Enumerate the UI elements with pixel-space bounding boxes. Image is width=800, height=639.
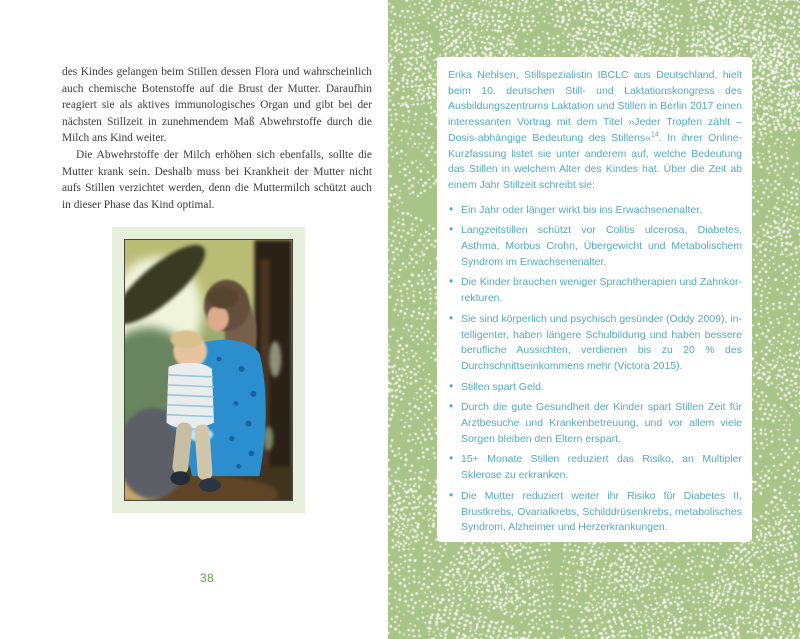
benefit-item: • Stillen spart Geld. (448, 380, 742, 396)
benefit-item: • Langzeitstillen schützt vor Colitis ulcerosa, Diabetes, Asthma, Morbus Crohn, Übergewicht und Metabolischem Syndrom im Erwachsenenalter. (448, 223, 742, 270)
photo-frame (112, 227, 305, 513)
benefit-item: • Die Kinder brauchen weniger Sprachtherapien und Zahnkorrekturen. (448, 275, 742, 306)
intro-text-start: Erika Nehlsen, Stillspezialistin IBCLC aus Deutschland, hielt beim 10. deutschen Still- und Laktationskongress des Ausbildungszentrums Laktation und Stillen in Berlin 2017 einen interessanten Vortrag mit dem Titel »Jeder Tropfen zählt – Dosis-abhängige Bedeutung des Stillens« (448, 69, 742, 144)
intro-text-end: . In ihrer Online-Kurzfassung listet sie unter anderem auf, welche Bedeutung das Stillen in welchem Alter des Kindes hat. Über die Zeit ab einem Jahr Stillzeit schreibt sie: (448, 131, 743, 191)
benefit-item: • Die Mutter reduziert weiter ihr Risiko für Diabetes II, Brustkrebs, Ovarialkrebs, Schilddrüsenkrebs, metabolisches Syndrom, Alzheimer und Herzerkrankungen. (448, 489, 742, 536)
paragraph-abwehrstoffe: Die Abwehrstoffe der Milch erhöhen sich ebenfalls, sollte die Mutter krank sein. Deshalb muss bei Krankheit der Mutter nicht aufs Stillen verzichtet werden, denn die Muttermilch schützt auch in dieser Phase das Kind optimal. (62, 148, 372, 211)
body-text (62, 64, 372, 213)
left-page (0, 0, 388, 639)
content-box (437, 57, 752, 542)
benefits-list (448, 203, 742, 536)
paragraph-flora: des Kindes gelangen beim Stillen dessen Flora und wahrscheinlich auch chemische Botenstoffe auf die Brust der Mutter. Daraufhin reagiert sie als aktives immunologisches Organ und gibt bei der nächsten Stillzeit in zunehmendem Maß Abwehrstoffe durch die Milch ans Kind weiter. (62, 66, 372, 145)
intro-paragraph (448, 68, 742, 194)
footnote-reference: 14 (650, 131, 659, 139)
page-number: 38 (199, 571, 215, 585)
right-page (388, 0, 800, 639)
benefit-item: • Sie sind körperlich und psychisch gesünder (Oddy 2009), intelligenter, haben längere Schulbildung und haben bessere berufliche Aussichten, verdienen bis zu 20 % des Durchschnittseinkommens mehr (Victora 2015). (448, 312, 742, 375)
photo-mother-breastfeeding (124, 239, 293, 501)
benefit-item: • Durch die gute Gesundheit der Kinder spart Stillen Zeit für Arztbesuche und Krankenbetreuung, und vor allem viele Sorgen bleiben den Eltern erspart. (448, 400, 742, 447)
benefit-item: • Ein Jahr oder länger wirkt bis ins Erwachsenenalter. (448, 203, 742, 219)
benefit-item: • 15+ Monate Stillen reduziert das Risiko, an Multipler Sklerose zu erkranken. (448, 452, 742, 483)
